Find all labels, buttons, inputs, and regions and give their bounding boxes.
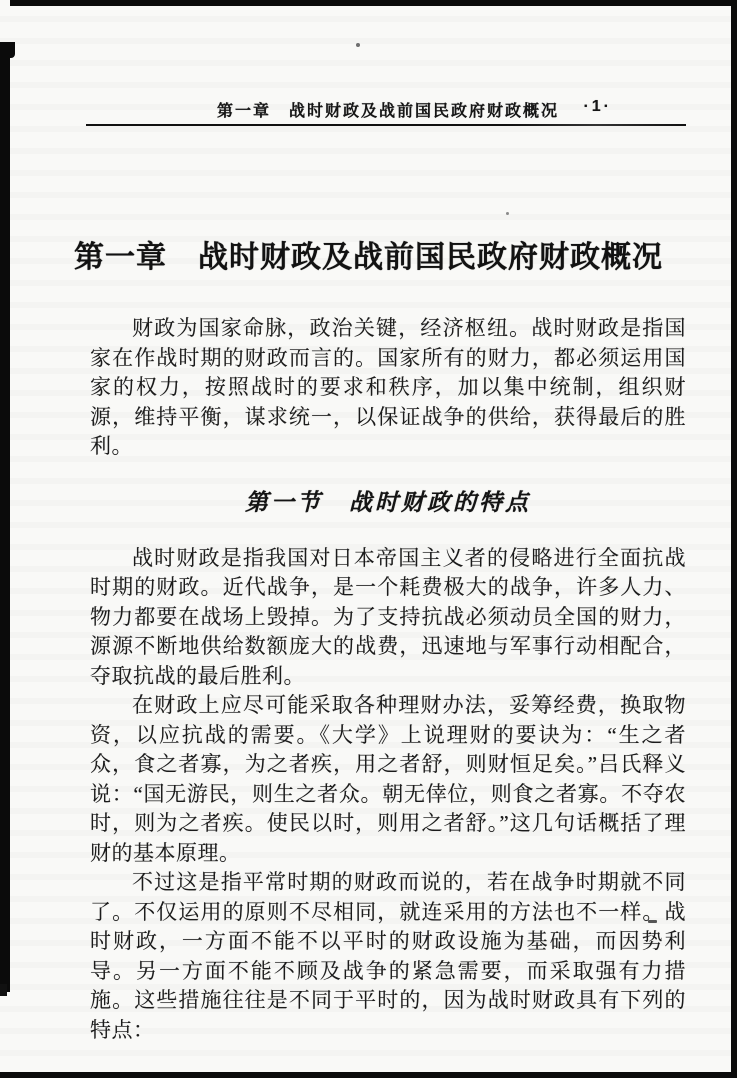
- scan-edge-top: [10, 0, 737, 6]
- scan-edge-bottom: [0, 1072, 737, 1078]
- body-paragraph: 不过这是指平常时期的财政而说的，若在战争时期就不同了。不仅运用的原则不尽相同，就连采用的方法也不一样。战时财政，一方面不能不以平时的财政设施为基础，而因势利导。另一方面不能不顾及战争的紧急需要，而采取强有力措施。这些措施往往是不同于平时的，因为战时财政具有下列的特点：: [90, 870, 686, 1042]
- body-text: [90, 314, 686, 1045]
- header-rule: [86, 124, 686, 126]
- scan-speck-top: [356, 43, 360, 47]
- scan-edge-left-blob: [0, 42, 15, 58]
- chapter-heading: 第一章 战时财政及战前国民政府财政概况: [74, 241, 663, 275]
- scan-speck-bottom-left: [0, 984, 7, 996]
- page-number: ·1·: [583, 98, 612, 115]
- section-heading: 第一节 战时财政的特点: [245, 489, 531, 515]
- scan-edge-right: [731, 0, 737, 1078]
- running-header: [90, 98, 686, 121]
- body-paragraph: 在财政上应尽可能采取各种理财办法，妥筹经费，换取物资，以应抗战的需要。《大学》上说理财的要诀为：“生之者众，食之者寡，为之者疾，用之者舒，则财恒足矣。”吕氏释义说：“国无游民，则生之者众。朝无倖位，则食之者寡。不夺农时，则为之者疾。使民以时，则用之者舒。”这几句话概括了理财的基本原理。: [90, 693, 686, 865]
- intro-paragraph: 财政为国家命脉，政治关键，经济枢纽。战时财政是指国家在作战时期的财政而言的。国家所有的财力，都必须运用国家的权力，按照战时的要求和秩序，加以集中统制，组织财源，维持平衡，谋求统一，以保证战争的供给，获得最后的胜利。: [90, 316, 686, 458]
- body-paragraph: 战时财政是指我国对日本帝国主义者的侵略进行全面抗战时期的财政。近代战争，是一个耗费极大的战争，许多人力、物力都要在战场上毁掉。为了支持抗战必须动员全国的财力，源源不断地供给数额庞大的战费，迅速地与军事行动相配合，夺取抗战的最后胜利。: [90, 545, 686, 688]
- scan-edge-left: [0, 42, 10, 992]
- running-header-title: 第一章 战时财政及战前国民政府财政概况: [216, 103, 559, 120]
- scan-speck-above-title: [506, 212, 509, 215]
